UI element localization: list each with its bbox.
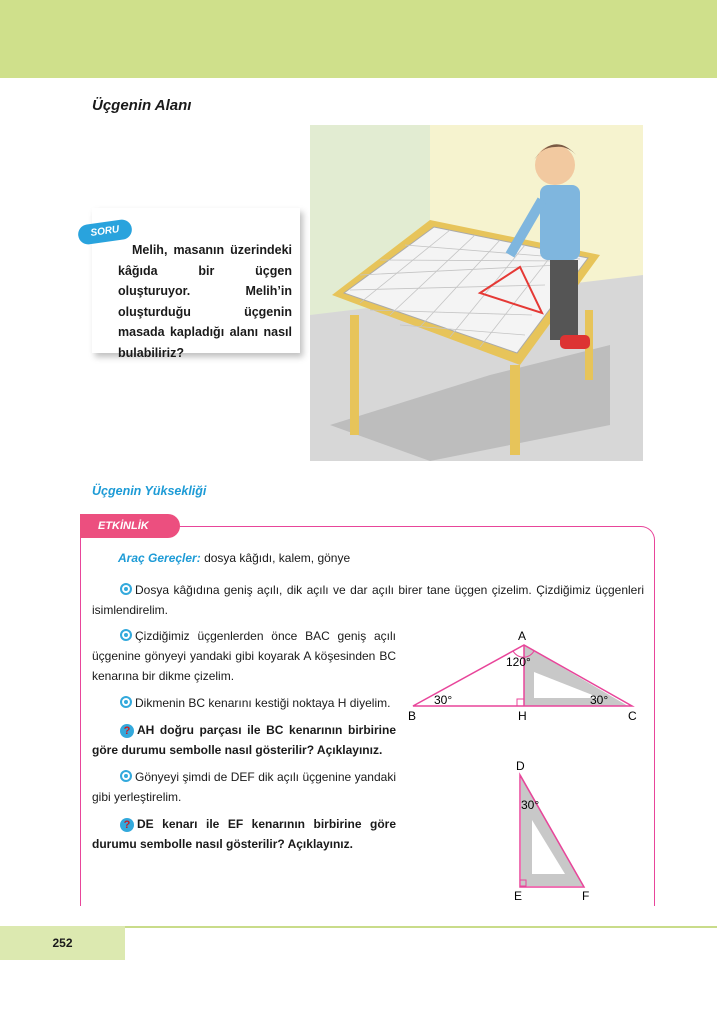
label-e: E	[514, 889, 523, 903]
label-a: A	[518, 629, 527, 643]
question-mark-icon: ?	[120, 724, 134, 738]
triangle-diagrams	[400, 620, 660, 910]
activity-badge: ETKİNLİK	[80, 514, 180, 538]
target-bullet-icon	[120, 583, 132, 595]
label-h: H	[518, 709, 527, 723]
angle-a: 120°	[506, 655, 531, 669]
label-d: D	[516, 759, 525, 773]
target-bullet-icon	[120, 770, 132, 782]
question-2: ? DE kenarı ile EF kenarının birbirine göre durumu sembolle nasıl gösterilir? Açıklayınız.	[92, 817, 396, 851]
illustration-boy-at-table	[310, 125, 643, 461]
tools-line	[118, 548, 350, 568]
tools-value: dosya kâğıdı, kalem, gönye	[204, 551, 351, 565]
section-title: Üçgenin Yüksekliği	[92, 484, 207, 498]
header-band	[0, 0, 717, 78]
steps-column	[92, 626, 396, 861]
tools-label: Araç Gereçler:	[118, 551, 201, 565]
question-badge: SORU	[77, 218, 133, 245]
step-3: Dikmenin BC kenarını kestiği noktaya H diyelim.	[92, 693, 396, 713]
label-c: C	[628, 709, 637, 723]
question-text: Melih, masanın üzerindeki kâğıda bir üçgen oluşturuyor. Melih’in oluşturduğu üçgenin masada kapladığı alanı nasıl bulabiliriz?	[118, 243, 292, 360]
question-1: ? AH doğru parçası ile BC kenarının birbirine göre durumu sembolle nasıl gösterilir? Açıklayınız.	[92, 723, 396, 757]
step-2: Çizdiğimiz üçgenlerden önce BAC geniş açılı üçgenine gönyeyi yandaki gibi koyarak A köşesinden BC kenarına bir dikme çizelim.	[92, 629, 396, 683]
step-4: Gönyeyi şimdi de DEF dik açılı üçgenine yandaki gibi yerleştirelim.	[92, 770, 396, 804]
triangle-bac	[408, 629, 637, 723]
page-title: Üçgenin Alanı	[92, 97, 192, 114]
angle-d: 30°	[521, 798, 540, 812]
label-f: F	[582, 889, 590, 903]
target-bullet-icon	[120, 696, 132, 708]
label-b: B	[408, 709, 417, 723]
step-1: Dosya kâğıdına geniş açılı, dik açılı ve dar açılı birer tane üçgen çizelim. Çizdiğimiz üçgenleri isimlendirelim.	[92, 583, 644, 617]
footer-line	[125, 926, 717, 928]
triangle-def	[514, 759, 589, 903]
page-number: 252	[52, 936, 73, 950]
question-mark-icon: ?	[120, 818, 134, 832]
angle-c: 30°	[590, 693, 609, 707]
angle-b: 30°	[434, 693, 453, 707]
target-bullet-icon	[120, 629, 132, 641]
